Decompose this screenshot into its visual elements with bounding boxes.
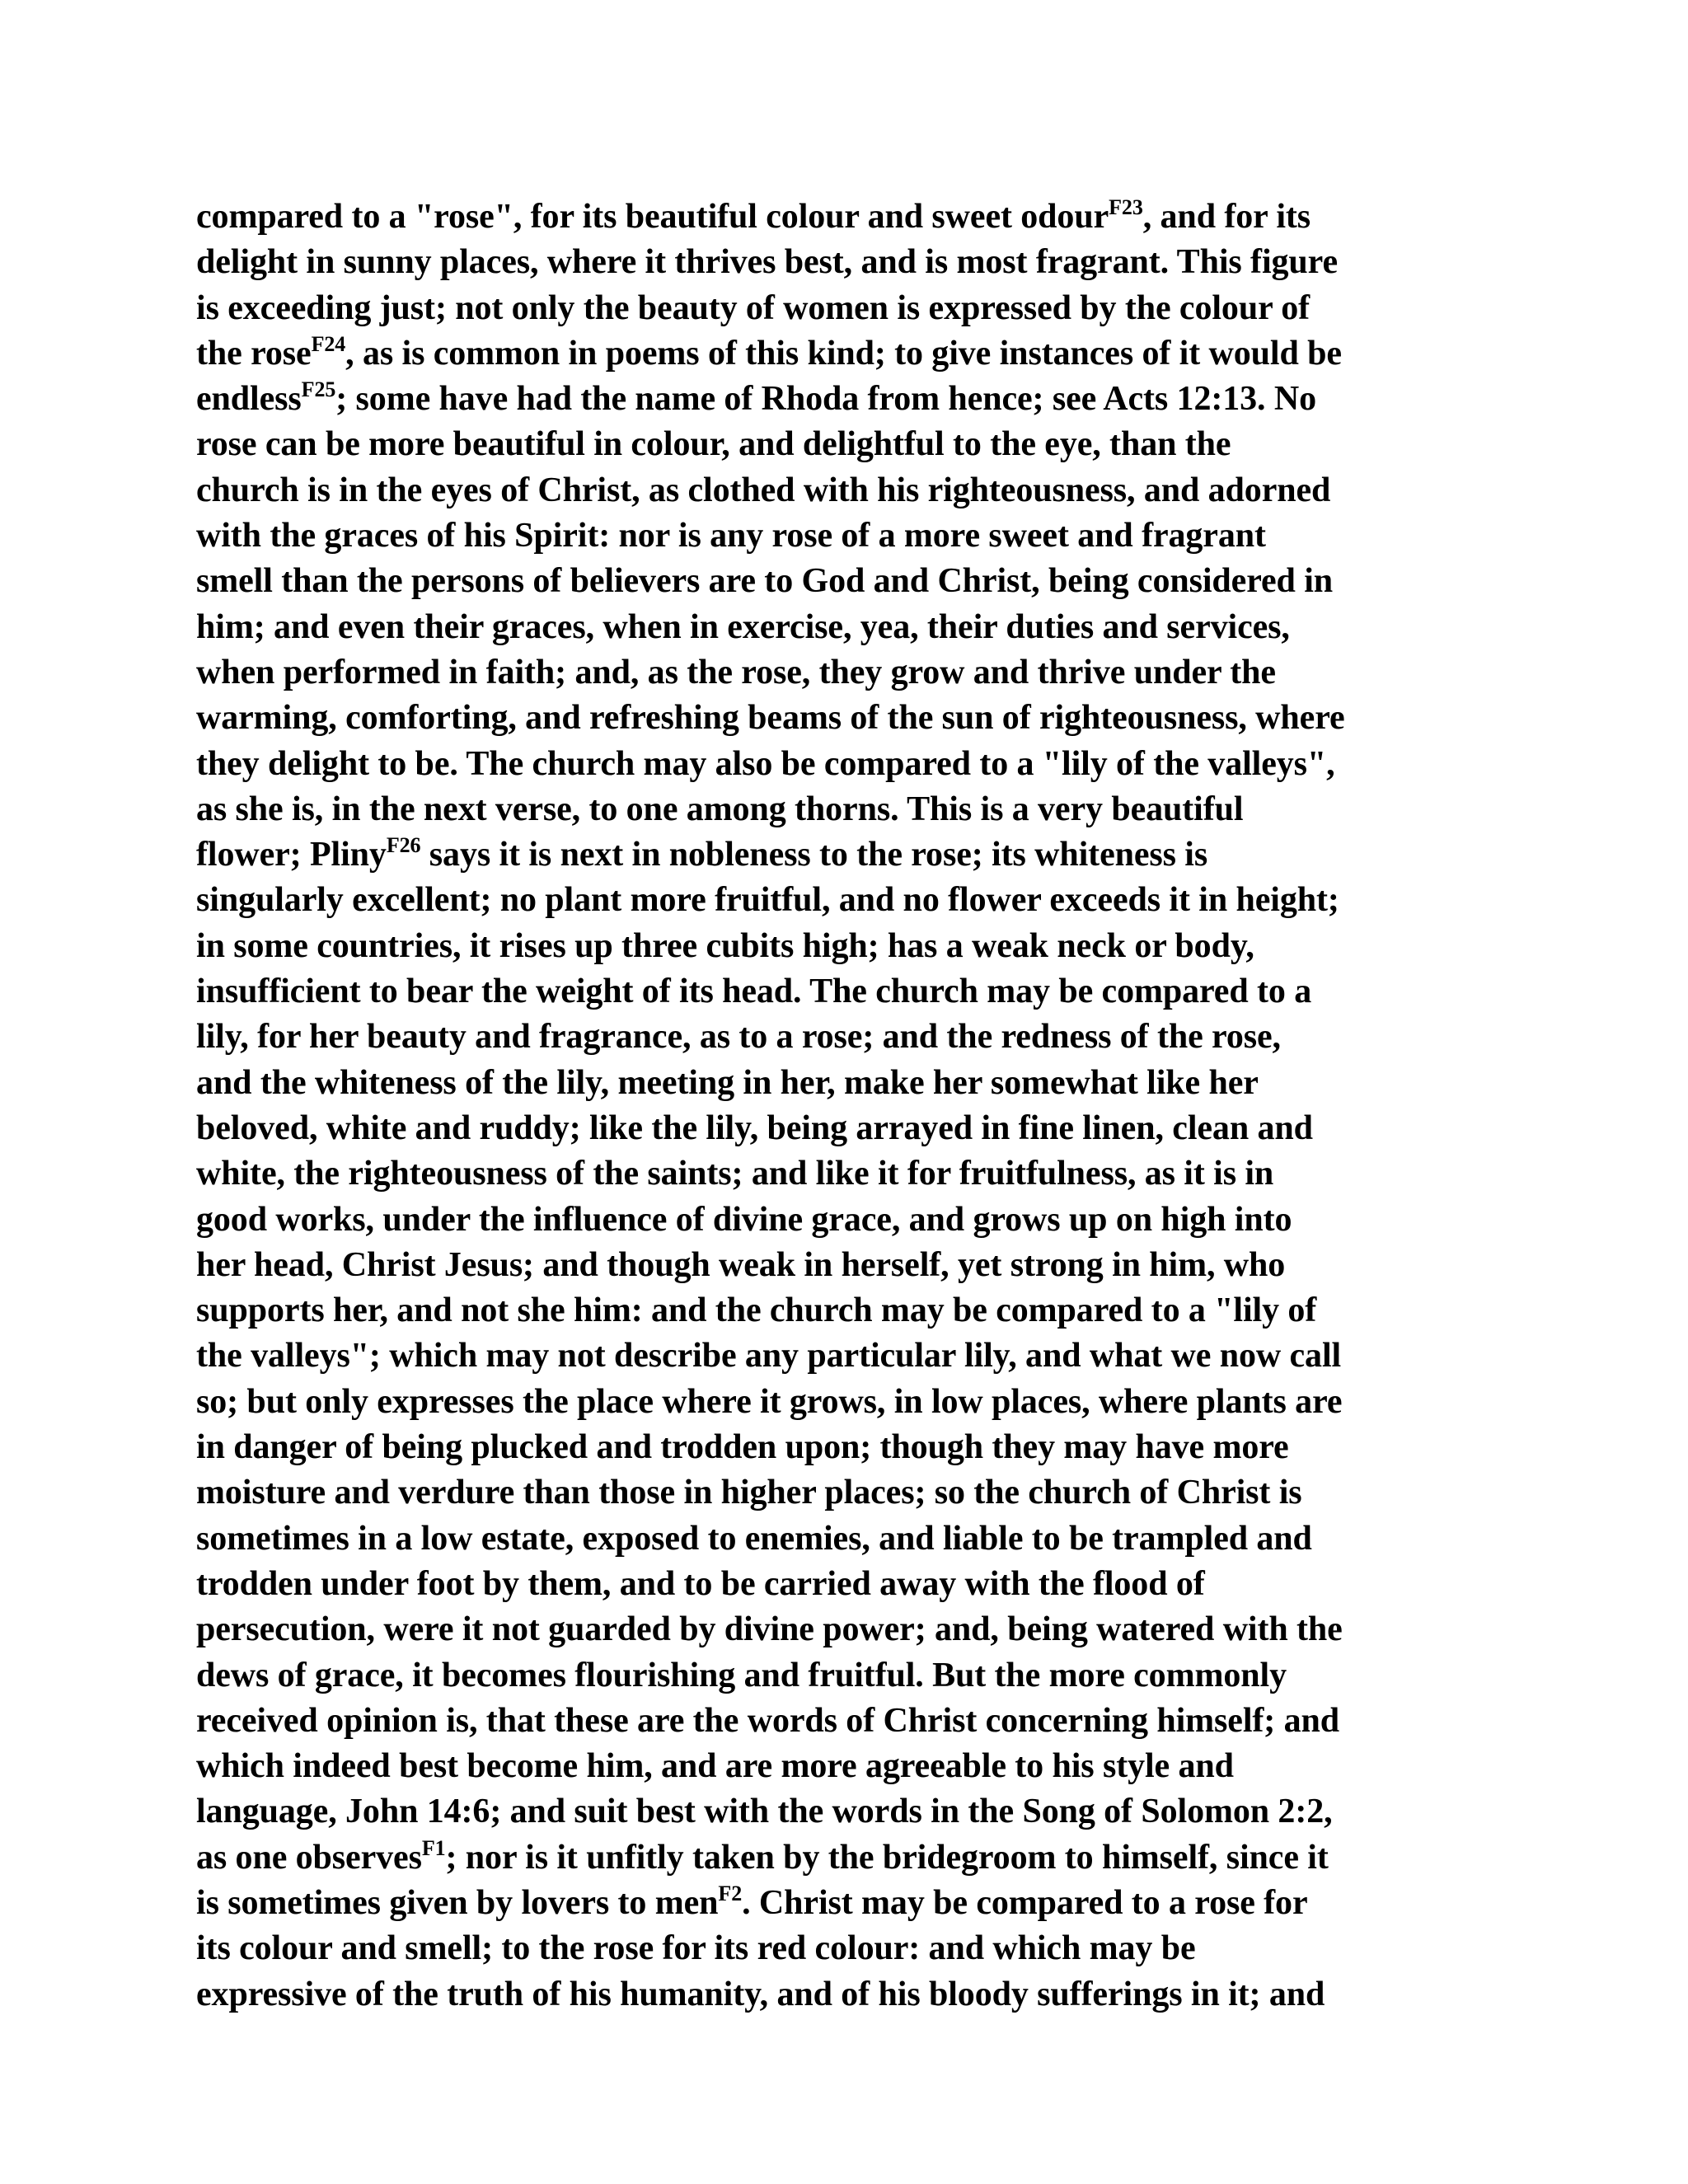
text-line <box>196 605 1485 650</box>
text-segment: lily, for her beauty and fragrance, as to a rose; and the redness of the rose, <box>196 1018 1281 1057</box>
text-line <box>196 1653 1485 1699</box>
text-segment: singularly excellent; no plant more fruitful, and no flower exceeds it in height; <box>196 881 1339 920</box>
text-segment: insufficient to bear the weight of its head. The church may be compared to a <box>196 972 1312 1011</box>
text-segment: in danger of being plucked and trodden upon; though they may have more <box>196 1428 1289 1467</box>
text-segment: is exceeding just; not only the beauty of women is expressed by the colour of <box>196 288 1311 327</box>
text-line <box>196 377 1485 422</box>
text-segment: as she is, in the next verse, to one among thorns. This is a very beautiful <box>196 790 1244 828</box>
text-segment: endless <box>196 380 302 419</box>
text-line <box>196 1243 1485 1288</box>
text-segment: as one observes <box>196 1838 422 1877</box>
text-segment: trodden under foot by them, and to be carried away with the flood of <box>196 1564 1205 1603</box>
text-line <box>196 1197 1485 1243</box>
text-segment: good works, under the influence of divine grace, and grows up on high into <box>196 1200 1292 1239</box>
text-segment: flower; Pliny <box>196 836 387 874</box>
text-segment: persecution, were it not guarded by divine power; and, being watered with the <box>196 1610 1343 1649</box>
text-line <box>196 1744 1485 1789</box>
text-segment: rose can be more beautiful in colour, and delightful to the eye, than the <box>196 425 1231 464</box>
text-segment: beloved, white and ruddy; like the lily, being arrayed in fine linen, clean and <box>196 1108 1313 1147</box>
text-line <box>196 513 1485 559</box>
text-segment: which indeed best become him, and are more agreeable to his style and <box>196 1747 1234 1786</box>
text-line <box>196 1607 1485 1652</box>
text-segment: expressive of the truth of his humanity, and of his bloody sufferings in it; and <box>196 1975 1325 2013</box>
text-line <box>196 787 1485 832</box>
text-segment: so; but only expresses the place where it grows, in low places, where plants are <box>196 1382 1343 1421</box>
text-line <box>196 1425 1485 1470</box>
text-segment: supports her, and not she him: and the church may be compared to a "lily of <box>196 1291 1317 1330</box>
text-line <box>196 1380 1485 1425</box>
text-line <box>196 1470 1485 1516</box>
document-page <box>196 194 1485 2018</box>
text-line <box>196 1106 1485 1151</box>
footnote-reference: F25 <box>301 377 336 402</box>
text-segment: smell than the persons of believers are to God and Christ, being considered in <box>196 562 1334 601</box>
text-line <box>196 559 1485 604</box>
text-line <box>196 1972 1485 2018</box>
text-line <box>196 696 1485 741</box>
text-segment: language, John 14:6; and suit best with the words in the Song of Solomon 2:2, <box>196 1793 1333 1831</box>
text-line <box>196 1562 1485 1607</box>
text-segment: warming, comforting, and refreshing beams of the sun of righteousness, where <box>196 699 1345 738</box>
text-line <box>196 1061 1485 1106</box>
text-line <box>196 742 1485 787</box>
text-line <box>196 240 1485 285</box>
text-segment: in some countries, it rises up three cubits high; has a weak neck or body, <box>196 926 1254 965</box>
text-line <box>196 1835 1485 1881</box>
text-segment: received opinion is, that these are the words of Christ concerning himself; and <box>196 1701 1339 1740</box>
footnote-reference: F1 <box>421 1835 446 1860</box>
text-segment: ; nor is it unfitly taken by the bridegroom to himself, since it <box>445 1838 1329 1877</box>
text-line <box>196 194 1485 240</box>
text-segment: moisture and verdure than those in higher places; so the church of Christ is <box>196 1474 1302 1512</box>
text-segment: ; some have had the name of Rhoda from hence; see Acts 12:13. No <box>335 380 1316 419</box>
text-segment: . Christ may be compared to a rose for <box>742 1883 1308 1922</box>
footnote-reference: F2 <box>718 1881 743 1905</box>
text-segment: with the graces of his Spirit: nor is any rose of a more sweet and fragrant <box>196 517 1266 555</box>
text-line <box>196 1288 1485 1333</box>
text-line <box>196 1926 1485 1971</box>
text-segment: , and for its <box>1142 198 1311 236</box>
text-segment: says it is next in nobleness to the rose; its whiteness is <box>420 836 1208 874</box>
text-line <box>196 1789 1485 1835</box>
text-segment: is sometimes given by lovers to men <box>196 1883 719 1922</box>
text-line <box>196 331 1485 377</box>
text-segment: the valleys"; which may not describe any particular lily, and what we now call <box>196 1337 1342 1376</box>
text-segment: sometimes in a low estate, exposed to enemies, and liable to be trampled and <box>196 1519 1312 1558</box>
text-line <box>196 832 1485 878</box>
footnote-reference: F26 <box>386 833 421 858</box>
text-line <box>196 1333 1485 1379</box>
text-segment: white, the righteousness of the saints; and like it for fruitfulness, as it is in <box>196 1155 1274 1193</box>
text-segment: and the whiteness of the lily, meeting in her, make her somewhat like her <box>196 1063 1259 1102</box>
text-segment: her head, Christ Jesus; and though weak in herself, yet strong in him, who <box>196 1245 1286 1284</box>
text-segment: church is in the eyes of Christ, as clothed with his righteousness, and adorned <box>196 471 1331 509</box>
text-segment: compared to a "rose", for its beautiful colour and sweet odour <box>196 198 1109 236</box>
text-line <box>196 650 1485 696</box>
footnote-reference: F24 <box>311 331 346 356</box>
text-line <box>196 924 1485 969</box>
text-line <box>196 878 1485 923</box>
text-segment: they delight to be. The church may also be compared to a "lily of the valleys", <box>196 744 1335 783</box>
text-line <box>196 969 1485 1015</box>
text-line <box>196 1881 1485 1926</box>
text-segment: him; and even their graces, when in exercise, yea, their duties and services, <box>196 607 1290 646</box>
text-line <box>196 1516 1485 1562</box>
footnote-reference: F23 <box>1109 195 1143 219</box>
text-line <box>196 468 1485 513</box>
text-line <box>196 1015 1485 1060</box>
text-line <box>196 1699 1485 1744</box>
text-line <box>196 422 1485 467</box>
text-segment: , as is common in poems of this kind; to give instances of it would be <box>345 334 1342 373</box>
text-segment: the rose <box>196 334 312 373</box>
text-segment: dews of grace, it becomes flourishing and fruitful. But the more commonly <box>196 1656 1287 1694</box>
text-segment: when performed in faith; and, as the rose, they grow and thrive under the <box>196 653 1276 691</box>
text-line <box>196 1151 1485 1197</box>
text-line <box>196 286 1485 331</box>
text-segment: its colour and smell; to the rose for its red colour: and which may be <box>196 1929 1196 1968</box>
text-segment: delight in sunny places, where it thrives best, and is most fragrant. This figure <box>196 243 1338 282</box>
